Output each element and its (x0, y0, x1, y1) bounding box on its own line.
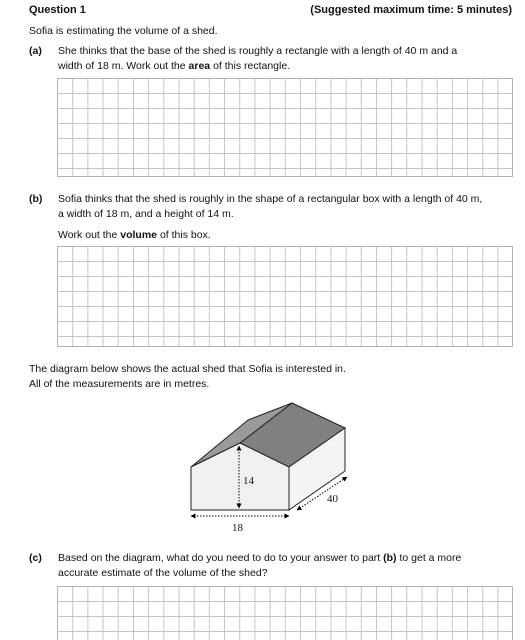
length-label: 40 (327, 493, 338, 505)
part-b-line-2: a width of 18 m, and a height of 14 m. (58, 208, 234, 220)
part-a-label: (a) (29, 45, 42, 57)
part-a-line-2-start: width of 18 m. Work out the (58, 60, 189, 72)
part-c-line-1-end: to get a more (396, 552, 462, 564)
suggested-time: (Suggested maximum time: 5 minutes) (310, 4, 512, 16)
part-b-keyword-volume: volume (120, 229, 158, 241)
part-a-line-1: She thinks that the base of the shed is roughly a rectangle with a length of 40 m and a (58, 45, 458, 57)
part-b-label: (b) (29, 193, 43, 205)
diagram-intro-line-2: All of the measurements are in metres. (29, 378, 210, 390)
part-c-label: (c) (29, 552, 42, 564)
part-b-line-3-end: of this box. (157, 229, 211, 241)
height-label: 14 (243, 475, 254, 487)
part-c-line-1-start: Based on the diagram, what do you need to do to your answer to part (58, 552, 384, 564)
diagram-intro-line-1: The diagram below shows the actual shed that Sofia is interested in. (29, 363, 346, 375)
part-a-line-2-end: of this rectangle. (210, 60, 291, 72)
part-c-text (58, 551, 461, 581)
part-c-answer-grid[interactable] (57, 586, 513, 640)
part-b-line-1: Sofia thinks that the shed is roughly in the shape of a rectangular box with a length of 40 m, (58, 193, 483, 205)
part-c-line-1 (58, 551, 461, 566)
width-label: 18 (232, 522, 243, 534)
part-c-line-2: accurate estimate of the volume of the shed? (58, 567, 268, 579)
part-c-reference-b: (b) (383, 552, 397, 564)
question-intro: Sofia is estimating the volume of a shed. (29, 25, 218, 37)
part-b-line-3-start: Work out the (58, 229, 121, 241)
question-title: Question 1 (29, 4, 86, 16)
part-a-keyword-area: area (188, 60, 211, 72)
